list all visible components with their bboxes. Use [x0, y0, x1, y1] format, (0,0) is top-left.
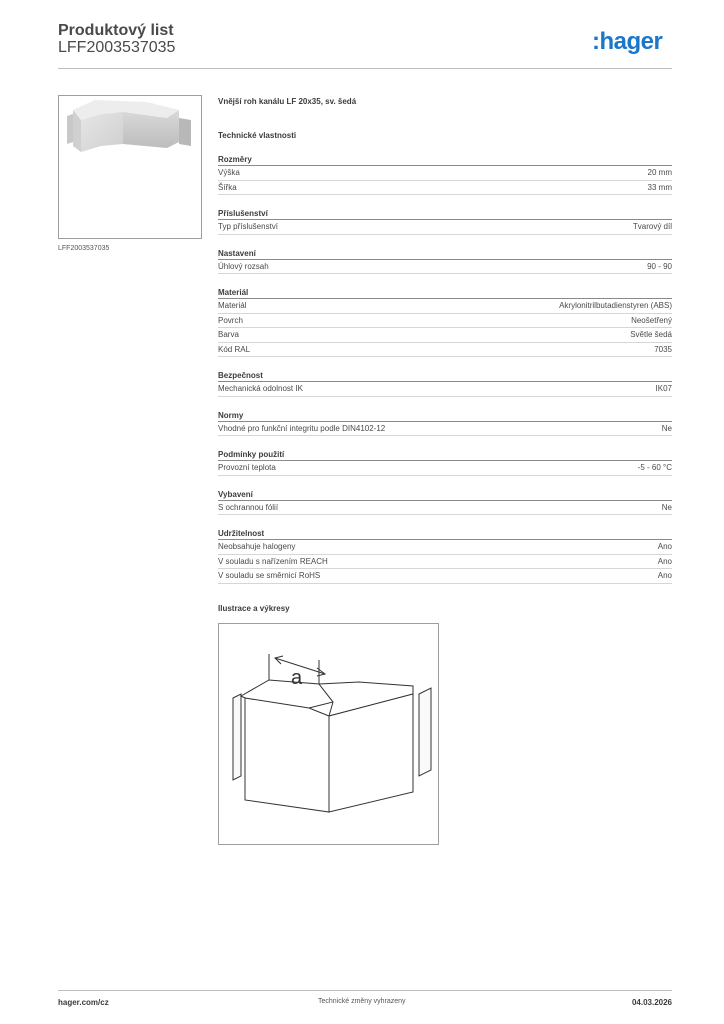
footer-website-link[interactable]: hager.com/cz	[58, 998, 109, 1007]
spec-row	[218, 181, 672, 196]
product-name: Vnější roh kanálu LF 20x35, sv. šedá	[218, 97, 357, 106]
spec-row	[218, 343, 672, 358]
spec-row	[218, 569, 672, 584]
section-heading: Normy	[218, 406, 672, 422]
spec-label: Typ příslušenství	[218, 222, 279, 231]
logo-text: hager	[599, 28, 663, 55]
footer-divider	[58, 990, 672, 991]
product-code: LFF2003537035	[58, 39, 176, 56]
spec-label: Provozní teplota	[218, 463, 276, 472]
spec-row	[218, 220, 672, 235]
tech-properties-title: Technické vlastnosti	[218, 131, 297, 140]
spec-label: Šířka	[218, 182, 237, 192]
spec-row	[218, 540, 672, 555]
spec-value: Ano	[657, 571, 672, 580]
section-gap	[218, 195, 672, 204]
spec-label: Úhlový rozsah	[218, 261, 269, 271]
logo-colon-mark: :	[592, 28, 600, 55]
spec-value: Ano	[657, 556, 672, 566]
spec-value: 7035	[654, 344, 672, 354]
section-gap	[218, 357, 672, 366]
spec-value: Ne	[661, 423, 672, 433]
spec-row	[218, 299, 672, 314]
corner-product-photo	[59, 96, 201, 238]
spec-row	[218, 555, 672, 570]
section-heading: Podmínky použití	[218, 445, 672, 461]
section-gap	[218, 515, 672, 524]
footer-disclaimer: Technické změny vyhrazeny	[318, 998, 406, 1005]
section-heading: Materiál	[218, 283, 672, 299]
dimension-label: a	[291, 667, 303, 689]
spec-label: Barva	[218, 330, 239, 339]
section-heading: Vybavení	[218, 485, 672, 501]
section-gap	[218, 235, 672, 244]
section-heading: Rozměry	[218, 150, 672, 166]
spec-label: V souladu se směrnicí RoHS	[218, 571, 321, 580]
spec-label: Výška	[218, 168, 240, 177]
page-title: Produktový list	[58, 22, 174, 39]
spec-value: Světle šedá	[630, 330, 672, 339]
spec-label: Povrch	[218, 315, 243, 325]
technical-drawing	[218, 623, 439, 845]
spec-label: Kód RAL	[218, 344, 251, 354]
product-image	[58, 95, 202, 239]
spec-label: Vhodné pro funkční integritu podle DIN4102-12	[218, 423, 386, 433]
spec-row	[218, 382, 672, 397]
section-heading: Udržitelnost	[218, 524, 672, 540]
section-heading: Příslušenství	[218, 204, 672, 220]
header-divider	[58, 68, 672, 69]
spec-label: S ochrannou fólií	[218, 502, 279, 512]
illustration-title: Ilustrace a výkresy	[218, 604, 290, 613]
section-gap	[218, 274, 672, 283]
spec-label: Materiál	[218, 301, 247, 310]
corner-drawing	[219, 624, 438, 844]
hager-logo[interactable]	[592, 28, 662, 56]
section-gap	[218, 436, 672, 445]
spec-value: 33 mm	[647, 182, 672, 192]
spec-label: Neobsahuje halogeny	[218, 542, 296, 551]
spec-value: Ne	[661, 502, 672, 512]
spec-value: -5 - 60 °C	[637, 463, 672, 472]
spec-label: V souladu s nařízením REACH	[218, 556, 328, 566]
section-heading: Nastavení	[218, 244, 672, 260]
spec-value: 20 mm	[647, 168, 672, 177]
spec-row	[218, 166, 672, 181]
spec-value: Neošetřený	[631, 315, 672, 325]
spec-label: Mechanická odolnost IK	[218, 384, 303, 393]
spec-row	[218, 461, 672, 476]
spec-value: IK07	[655, 384, 672, 393]
section-gap	[218, 476, 672, 485]
spec-row	[218, 314, 672, 329]
spec-value: Akrylonitrilbutadienstyren (ABS)	[559, 301, 672, 310]
footer-date: 04.03.2026	[631, 998, 672, 1007]
section-heading: Bezpečnost	[218, 366, 672, 382]
spec-value: Tvarový díl	[632, 222, 672, 231]
spec-value: 90 - 90	[647, 261, 672, 271]
spec-row	[218, 328, 672, 343]
spec-row	[218, 501, 672, 516]
spec-value: Ano	[657, 542, 672, 551]
section-gap	[218, 397, 672, 406]
spec-sections	[218, 150, 672, 584]
image-caption: LFF2003537035	[58, 245, 110, 252]
spec-row	[218, 260, 672, 275]
spec-row	[218, 422, 672, 437]
